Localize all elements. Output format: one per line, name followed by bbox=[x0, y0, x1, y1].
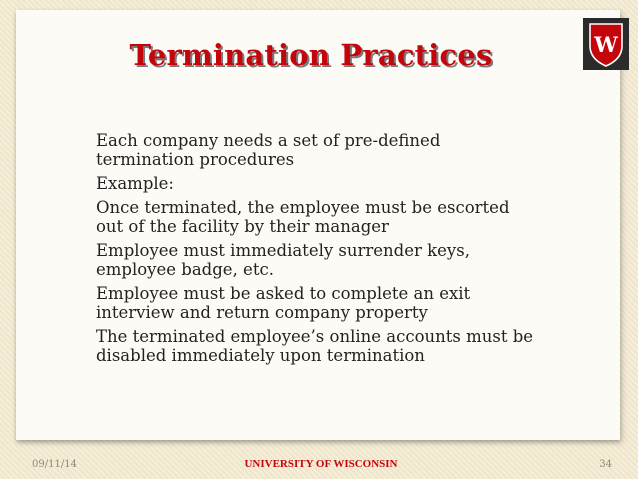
logo-letter: W bbox=[594, 32, 618, 57]
footer-date: 09/11/14 bbox=[32, 459, 77, 470]
list-item: Example: bbox=[96, 174, 174, 193]
page-number: 34 bbox=[599, 459, 612, 470]
list-item: The terminated employee’s online accounts must be disabled immediately upon termination bbox=[96, 327, 534, 365]
list-item: Employee must immediately surrender keys, employee badge, etc. bbox=[96, 241, 470, 279]
list-item: Once terminated, the employee must be escorted out of the facility by their manager bbox=[96, 198, 510, 236]
footer-org bbox=[0, 458, 638, 470]
uw-crest-icon bbox=[583, 18, 629, 70]
slide-title: Termination Practices bbox=[129, 38, 493, 72]
footer-org-label: UNIVERSITY OF WISCONSIN bbox=[244, 458, 398, 470]
list-item: Employee must be asked to complete an exit interview and return company property bbox=[96, 284, 471, 322]
list-item: Each company needs a set of pre-defined termination procedures bbox=[96, 131, 441, 169]
bullet-list bbox=[96, 131, 536, 370]
